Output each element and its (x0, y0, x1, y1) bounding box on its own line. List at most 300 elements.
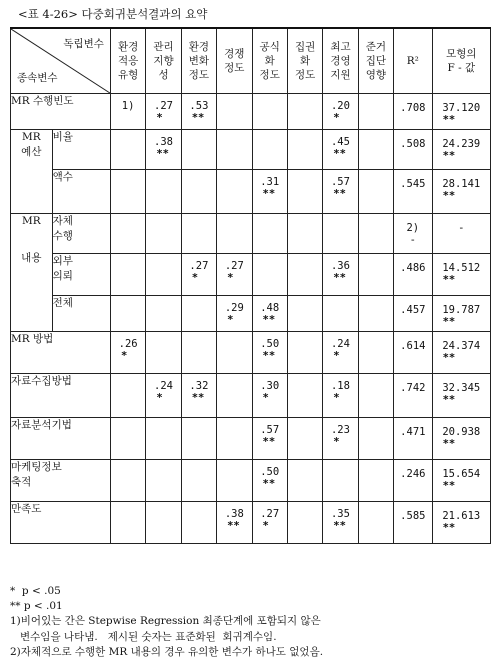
r-squared-cell (394, 94, 433, 130)
coefficient-cell (217, 214, 252, 254)
row-sublabel: 액수 (52, 170, 110, 214)
coefficient-value (359, 254, 393, 260)
coefficient-value (288, 296, 322, 302)
coefficient-cell (181, 94, 216, 130)
r-squared-value: 2) - (406, 222, 420, 246)
row-label: 만족도 (11, 502, 111, 544)
coefficient-value: .26 (118, 338, 138, 350)
coefficient-cell (181, 502, 216, 544)
table-row (11, 374, 491, 418)
coefficient-cell (323, 502, 358, 544)
significance-marker: ** (442, 522, 456, 534)
coefficient-value (359, 332, 393, 338)
r-squared-cell (394, 460, 433, 502)
r-squared-value: .585 (400, 510, 426, 522)
coefficient-cell (146, 374, 181, 418)
significance-marker: ** (442, 190, 456, 202)
coefficient-value (111, 374, 145, 380)
coefficient-value (288, 170, 322, 176)
column-header: 환경 변화 정도 (181, 28, 216, 94)
coefficient-value (111, 418, 145, 424)
coefficient-value: .20 (330, 100, 350, 112)
coefficient-value (288, 460, 322, 466)
r-squared-value: .708 (400, 102, 426, 114)
r-squared-value: .545 (400, 178, 426, 190)
f-value-cell (432, 170, 490, 214)
coefficient-value (217, 418, 251, 424)
significance-marker: ** (262, 478, 276, 490)
coefficient-value (146, 296, 180, 302)
coefficient-cell (110, 332, 145, 374)
coefficient-value: .27 (224, 260, 244, 272)
r-squared-cell (394, 502, 433, 544)
coefficient-cell (217, 170, 252, 214)
coefficient-value: 1) (121, 100, 135, 112)
row-label: MR 방법 (11, 332, 111, 374)
coefficient-cell (358, 418, 393, 460)
significance-marker: ** (333, 520, 346, 532)
coefficient-cell (181, 254, 216, 296)
f-value: 20.938 (442, 426, 481, 438)
coefficient-cell (217, 502, 252, 544)
coefficient-cell (287, 332, 322, 374)
coefficient-value: .57 (330, 176, 350, 188)
significance-marker: ** (191, 392, 205, 404)
coefficient-value: .31 (260, 176, 280, 188)
column-header: 관리 지향 성 (146, 28, 181, 94)
f-value: 15.654 (442, 468, 481, 480)
coefficient-value: .29 (224, 302, 244, 314)
significance-marker: ** (442, 352, 456, 364)
coefficient-value: .53 (189, 100, 209, 112)
coefficient-value: .18 (330, 380, 350, 392)
coefficient-cell (287, 460, 322, 502)
significance-marker: * (262, 520, 269, 532)
coefficient-cell (146, 296, 181, 332)
table-row (11, 332, 491, 374)
coefficient-cell (146, 214, 181, 254)
coefficient-cell (287, 130, 322, 170)
corner-cell (11, 28, 111, 94)
coefficient-value (288, 254, 322, 260)
coefficient-cell (287, 374, 322, 418)
f-value: 21.613 (442, 510, 481, 522)
coefficient-cell (110, 374, 145, 418)
significance-marker: ** (262, 314, 276, 326)
table-row (11, 94, 491, 130)
coefficient-value (146, 418, 180, 424)
coefficient-cell (323, 374, 358, 418)
regression-summary-table (10, 27, 491, 544)
coefficient-value (182, 130, 216, 136)
coefficient-value (146, 254, 180, 260)
coefficient-value (182, 170, 216, 176)
coefficient-value (146, 502, 180, 508)
coefficient-cell (110, 214, 145, 254)
footnote: * p < .05 (10, 585, 61, 597)
coefficient-cell (358, 296, 393, 332)
coefficient-value (359, 418, 393, 424)
table-row (11, 418, 491, 460)
table-row (11, 460, 491, 502)
coefficient-cell (146, 418, 181, 460)
column-header-f: 모형의 F - 값 (432, 28, 490, 94)
r-squared-cell (394, 170, 433, 214)
coefficient-cell (217, 254, 252, 296)
table-caption: <표 4-26> 다중회귀분석결과의 요약 (18, 7, 208, 21)
coefficient-value (111, 170, 145, 176)
coefficient-value: .57 (260, 424, 280, 436)
significance-marker: ** (156, 148, 169, 160)
coefficient-value (288, 94, 322, 100)
header-row (11, 28, 491, 94)
coefficient-value: .27 (189, 260, 209, 272)
coefficient-value (217, 94, 251, 100)
footnote: ** p < .01 (10, 600, 63, 613)
coefficient-value: .48 (260, 302, 280, 314)
coefficient-cell (252, 296, 287, 332)
significance-marker: * (120, 350, 128, 362)
coefficient-cell (323, 332, 358, 374)
coefficient-value (146, 460, 180, 466)
coefficient-value: .30 (260, 380, 280, 392)
r-squared-value: .486 (400, 262, 426, 274)
significance-marker: * (227, 272, 234, 284)
coefficient-value: .35 (330, 508, 350, 520)
f-value-cell (432, 94, 490, 130)
table-row (11, 214, 491, 254)
coefficient-cell (287, 94, 322, 130)
r-squared-cell (394, 418, 433, 460)
coefficient-cell (287, 214, 322, 254)
group-label-budget: MR 예산 (11, 130, 53, 214)
significance-marker: ** (442, 480, 456, 492)
f-value-cell (432, 296, 490, 332)
column-header: 준거 집단 영향 (358, 28, 393, 94)
coefficient-value (111, 130, 145, 136)
coefficient-cell (358, 170, 393, 214)
coefficient-cell (252, 418, 287, 460)
row-label: MR 수행빈도 (11, 94, 111, 130)
column-header: 경쟁 정도 (217, 28, 252, 94)
significance-marker: ** (442, 438, 456, 450)
f-value-cell (432, 502, 490, 544)
coefficient-cell (146, 332, 181, 374)
coefficient-value (359, 170, 393, 176)
coefficient-value (182, 332, 216, 338)
coefficient-cell (252, 502, 287, 544)
coefficient-value (359, 94, 393, 100)
coefficient-cell (110, 502, 145, 544)
coefficient-cell (110, 296, 145, 332)
coefficient-value (146, 214, 180, 220)
coefficient-value (111, 254, 145, 260)
coefficient-cell (146, 502, 181, 544)
coefficient-cell (146, 254, 181, 296)
independent-variable-heading: 독립변수 (63, 38, 104, 50)
coefficient-cell (287, 502, 322, 544)
footnotes (10, 584, 323, 660)
coefficient-value (253, 254, 287, 260)
coefficient-cell (358, 130, 393, 170)
r-squared-cell (394, 374, 433, 418)
f-value-cell (432, 130, 490, 170)
f-value: 28.141 (442, 178, 481, 190)
coefficient-cell (181, 130, 216, 170)
coefficient-value (288, 502, 322, 508)
significance-marker: * (191, 272, 199, 284)
coefficient-value (217, 130, 251, 136)
coefficient-value: .36 (330, 260, 350, 272)
coefficient-value (359, 296, 393, 302)
coefficient-value (111, 214, 145, 220)
coefficient-cell (323, 254, 358, 296)
coefficient-cell (181, 418, 216, 460)
coefficient-cell (287, 254, 322, 296)
coefficient-cell (181, 332, 216, 374)
footnote: 1)비어있는 간은 Stepwise Regression 최종단계에 포함되지 않은 (10, 615, 321, 628)
coefficient-cell (146, 170, 181, 214)
f-value: 24.374 (442, 340, 481, 352)
coefficient-cell (252, 254, 287, 296)
coefficient-value (111, 502, 145, 508)
row-sublabel: 전체 (52, 296, 110, 332)
f-value: - (458, 222, 465, 234)
coefficient-cell (323, 94, 358, 130)
coefficient-value (253, 94, 287, 100)
column-header: 집권 화 정도 (287, 28, 322, 94)
coefficient-cell (323, 418, 358, 460)
coefficient-cell (252, 130, 287, 170)
coefficient-cell (323, 460, 358, 502)
coefficient-cell (110, 130, 145, 170)
coefficient-cell (181, 460, 216, 502)
significance-marker: * (262, 392, 269, 404)
f-value: 24.239 (442, 138, 481, 150)
f-value: 14.512 (442, 262, 481, 274)
r-squared-cell (394, 254, 433, 296)
significance-marker: ** (442, 114, 456, 126)
coefficient-cell (287, 296, 322, 332)
coefficient-value (359, 130, 393, 136)
coefficient-value (323, 460, 357, 466)
r-squared-value: .471 (400, 426, 426, 438)
coefficient-value: .23 (330, 424, 350, 436)
coefficient-cell (217, 332, 252, 374)
coefficient-cell (217, 374, 252, 418)
coefficient-value (359, 460, 393, 466)
coefficient-value (288, 130, 322, 136)
coefficient-cell (323, 214, 358, 254)
significance-marker: ** (442, 316, 456, 328)
coefficient-value (288, 332, 322, 338)
coefficient-value (217, 332, 251, 338)
significance-marker: ** (262, 350, 276, 362)
column-header-r2: R² (394, 28, 433, 94)
coefficient-value (288, 418, 322, 424)
r-squared-value: .457 (400, 304, 426, 316)
coefficient-cell (110, 418, 145, 460)
significance-marker: ** (442, 394, 456, 406)
row-label: 자료수집방법 (11, 374, 111, 418)
coefficient-value (253, 214, 287, 220)
coefficient-cell (358, 460, 393, 502)
coefficient-cell (252, 214, 287, 254)
coefficient-cell (110, 94, 145, 130)
coefficient-value: .24 (330, 338, 350, 350)
coefficient-cell (358, 214, 393, 254)
coefficient-cell (110, 254, 145, 296)
coefficient-value: .45 (330, 136, 350, 148)
coefficient-cell (217, 460, 252, 502)
coefficient-cell (181, 214, 216, 254)
significance-marker: ** (262, 436, 276, 448)
coefficient-cell (146, 94, 181, 130)
r-squared-value: .508 (400, 138, 426, 150)
coefficient-value: .38 (224, 508, 244, 520)
significance-marker: ** (442, 150, 456, 162)
coefficient-cell (252, 332, 287, 374)
coefficient-value (288, 214, 322, 220)
significance-marker: * (156, 392, 163, 404)
f-value: 37.120 (442, 102, 481, 114)
coefficient-value (182, 418, 216, 424)
column-header: 공식 화 정도 (252, 28, 287, 94)
coefficient-value: .50 (260, 338, 280, 350)
coefficient-value (146, 332, 180, 338)
coefficient-value: .38 (154, 136, 173, 148)
coefficient-value (253, 130, 287, 136)
coefficient-value (111, 460, 145, 466)
r-squared-value: .246 (400, 468, 426, 480)
table-row (11, 170, 491, 214)
row-sublabel: 외부 의뢰 (52, 254, 110, 296)
r-squared-cell (394, 130, 433, 170)
f-value: 32.345 (442, 382, 481, 394)
f-value-cell (432, 374, 490, 418)
significance-marker: ** (262, 188, 276, 200)
coefficient-cell (287, 170, 322, 214)
table-row (11, 254, 491, 296)
row-label: 마케팅정보 축적 (11, 460, 111, 502)
coefficient-cell (146, 460, 181, 502)
coefficient-value (217, 460, 251, 466)
coefficient-value: .27 (260, 508, 280, 520)
f-value-cell (432, 254, 490, 296)
coefficient-value (182, 214, 216, 220)
coefficient-cell (181, 374, 216, 418)
significance-marker: ** (333, 148, 346, 160)
coefficient-cell (323, 130, 358, 170)
f-value-cell (432, 332, 490, 374)
f-value: 19.787 (442, 304, 481, 316)
coefficient-value (323, 214, 357, 220)
coefficient-value: .50 (260, 466, 280, 478)
coefficient-value (217, 374, 251, 380)
significance-marker: ** (333, 272, 346, 284)
dependent-variable-heading: 종속변수 (17, 71, 58, 84)
coefficient-cell (358, 94, 393, 130)
r-squared-cell (394, 296, 433, 332)
row-sublabel: 자체 수행 (52, 214, 110, 254)
f-value-cell (432, 418, 490, 460)
f-value-cell (432, 460, 490, 502)
table-body (11, 94, 491, 544)
table-row (11, 130, 491, 170)
coefficient-value (217, 214, 251, 220)
coefficient-cell (110, 460, 145, 502)
significance-marker: ** (191, 112, 205, 124)
column-header: 최고 경영 지원 (323, 28, 358, 94)
coefficient-cell (252, 94, 287, 130)
r-squared-value: .742 (400, 382, 426, 394)
coefficient-value (182, 502, 216, 508)
coefficient-cell (252, 460, 287, 502)
coefficient-value (182, 460, 216, 466)
coefficient-value: .32 (189, 380, 209, 392)
group-label-content (11, 214, 53, 332)
significance-marker: * (156, 112, 163, 124)
coefficient-cell (252, 170, 287, 214)
table-row (11, 502, 491, 544)
coefficient-cell (217, 296, 252, 332)
coefficient-cell (252, 374, 287, 418)
r-squared-cell (394, 214, 433, 254)
coefficient-value: .24 (154, 380, 173, 392)
significance-marker: ** (442, 274, 456, 286)
coefficient-cell (181, 296, 216, 332)
significance-marker: * (227, 314, 234, 326)
column-header: 환경 적응 유형 (110, 28, 145, 94)
significance-marker: ** (333, 188, 346, 200)
coefficient-value (182, 296, 216, 302)
coefficient-cell (323, 170, 358, 214)
coefficient-cell (110, 170, 145, 214)
coefficient-value (323, 296, 357, 302)
footnote: 변수임을 나타냄. 제시된 숫자는 표준화된 회귀계수임. (10, 630, 277, 643)
table-row (11, 296, 491, 332)
coefficient-cell (358, 374, 393, 418)
f-value-cell (432, 214, 490, 254)
coefficient-cell (358, 332, 393, 374)
significance-marker: * (333, 112, 340, 124)
coefficient-cell (358, 254, 393, 296)
coefficient-cell (146, 130, 181, 170)
r-squared-cell (394, 332, 433, 374)
coefficient-cell (358, 502, 393, 544)
coefficient-value (146, 170, 180, 176)
coefficient-cell (217, 130, 252, 170)
coefficient-value (111, 296, 145, 302)
coefficient-cell (181, 170, 216, 214)
significance-marker: * (333, 436, 340, 448)
coefficient-value (359, 214, 393, 220)
r-squared-value: .614 (400, 340, 426, 352)
coefficient-value (359, 374, 393, 380)
footnote: 2)자체적으로 수행한 MR 내용의 경우 유의한 변수가 하나도 없었음. (10, 645, 324, 658)
coefficient-cell (287, 418, 322, 460)
coefficient-value (288, 374, 322, 380)
coefficient-cell (217, 418, 252, 460)
group-label-content-line: MR (21, 215, 41, 227)
significance-marker: * (333, 350, 340, 362)
coefficient-value (217, 170, 251, 176)
coefficient-value (359, 502, 393, 508)
group-label-content-line: 내용 (21, 251, 42, 264)
significance-marker: * (333, 392, 340, 404)
row-label: 자료분석기법 (11, 418, 111, 460)
coefficient-cell (217, 94, 252, 130)
